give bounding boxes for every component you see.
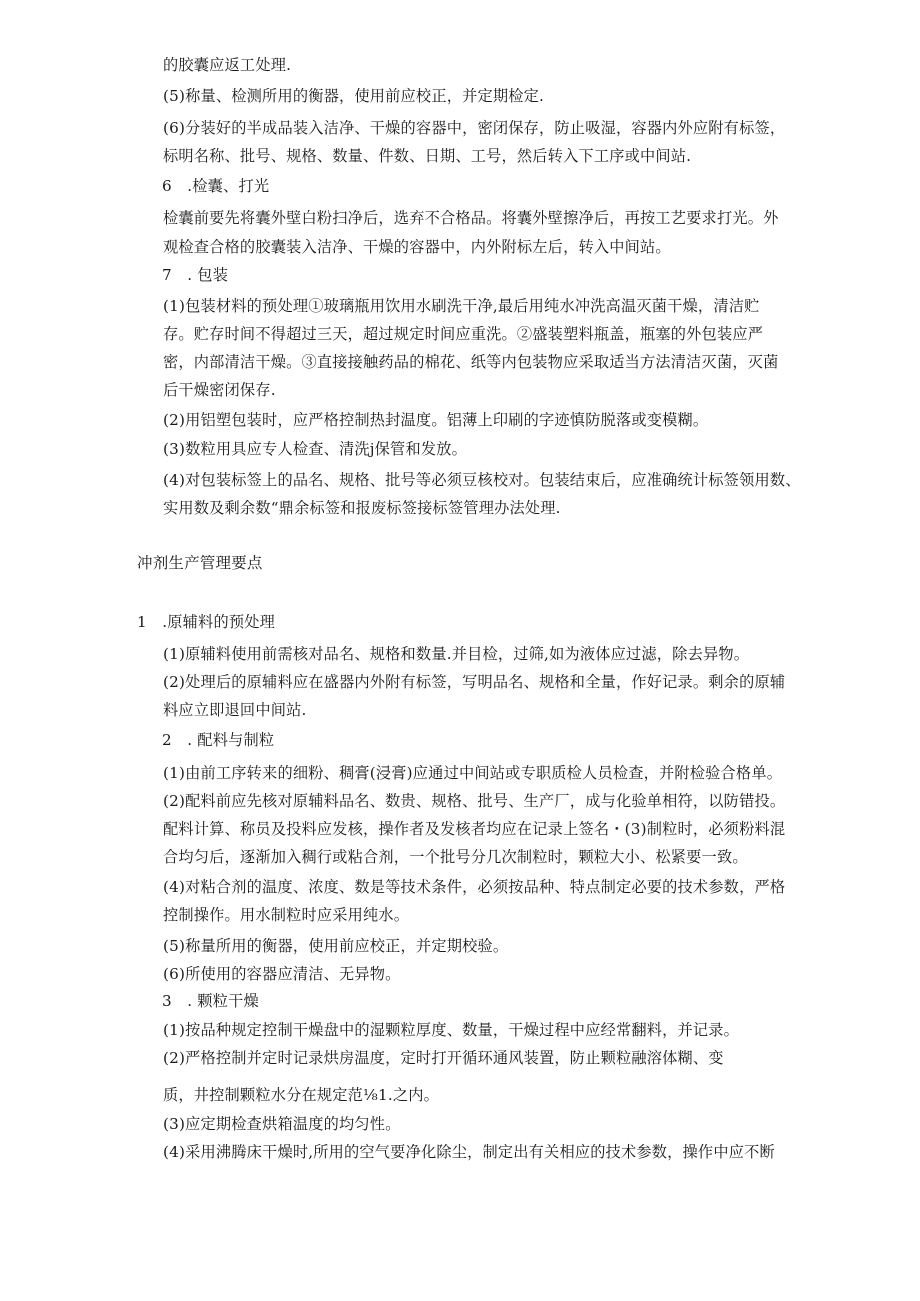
text-line: (6)分装好的半成品装入洁净、干燥的容器中，密闭保存，防止吸湿，容器内外应附有标签， xyxy=(163,119,786,137)
text-line: (1)按品种规定控制干燥盘中的湿颗粒厚度、数量，干燥过程中应经常翻料，并记录。 xyxy=(163,1021,740,1039)
text-line: (4)对粘合剂的温度、浓度、数是等技术条件，必须按品种、特点制定必要的技术参数，严格 xyxy=(163,878,786,896)
text-line: (1)包装材料的预处理①玻璃瓶用饮用水刷洗干净,最后用纯水冲洗高温灭菌干燥，清洁贮 xyxy=(163,297,760,315)
text-line: 合均匀后，逐渐加入稠行或粘合剂，一个批号分几次制粒时，颗粒大小、松紧要一致。 xyxy=(163,848,748,866)
text-line: 料应立即退回中间站. xyxy=(163,701,307,719)
text-line: (4)采用沸腾床干燥时,所用的空气要净化除尘，制定出有关相应的技术参数，操作中应不断 xyxy=(163,1143,775,1161)
text-line: (3)应定期检查烘箱温度的均匀性。 xyxy=(163,1115,401,1133)
text-line: 实用数及剩余数“鼎余标签和报废标签接标签管理办法处理. xyxy=(163,499,561,517)
text-line: (1)原辅料使用前需核对品名、规格和数量.并目检，过筛,如为液体应过滤，除去异物。 xyxy=(163,645,750,663)
text-line: (3)数粒用具应专人检查、清洗j保管和发放。 xyxy=(163,440,467,458)
text-line: 后干燥密闭保存. xyxy=(163,381,276,399)
text-line: 质，井控制颗粒水分在规定范⅛1.之内。 xyxy=(163,1086,440,1104)
text-line: (2)处理后的原辅料应在盛器内外附有标签，写明品名、规格和全量，作好记录。剩余的原辅 xyxy=(163,673,786,691)
text-line: 观检查合格的胶囊装入洁净、干燥的容器中，内外附标左后，转入中间站。 xyxy=(163,238,671,256)
text-line: (2)用铝塑包装时，应严格控制热封温度。铝薄上印刷的字迹慎防脱落或变模糊。 xyxy=(163,411,709,429)
text-line: (2)严格控制并定时记录烘房温度，定时打开循环通风装置，防止颗粒融溶体糊、变 xyxy=(163,1049,724,1067)
text-line: (1)由前工序转来的细粉、稠膏(浸膏)应通过中间站或专职质检人员检查，并附检验合格单。 xyxy=(163,764,783,782)
section-heading: 6 .检囊、打光 xyxy=(162,177,270,195)
text-line: 密，内部清洁干燥。③直接接触药品的棉花、纸等内包装物应采取适当方法清洁灭菌，灭菌 xyxy=(163,353,779,371)
section-heading: 2 . 配料与制粒 xyxy=(162,731,275,749)
text-line: (5)称量所用的衡器，使用前应校正，并定期校验。 xyxy=(163,937,509,955)
text-line: 控制操作。用水制粒时应采用纯水。 xyxy=(163,906,410,924)
text-line: (4)对包装标签上的品名、规格、批号等必须豆核校对。包装结束后，应准确统计标签领用数、 xyxy=(163,471,801,489)
section-heading: 7 . 包装 xyxy=(162,266,229,284)
section-heading: 3 . 颗粒干燥 xyxy=(162,992,259,1010)
text-line: 检囊前要先将囊外壁白粉扫净后，选弃不合格品。将囊外壁擦净后，再按工艺要求打光。外 xyxy=(163,209,779,227)
text-line: 标明名称、批号、规格、数量、件数、日期、工号，然后转入下工序或中间站. xyxy=(163,147,692,165)
section-heading: 1 .原辅料的预处理 xyxy=(137,613,275,631)
section-title: 冲剂生产管理要点 xyxy=(137,554,263,572)
text-line: (6)所使用的容器应清洁、无异物。 xyxy=(163,965,401,983)
text-line: (5)称量、检测所用的衡器，使用前应校正，并定期检定. xyxy=(163,87,545,105)
text-line: (2)配料前应先核对原辅料品名、数贵、规格、批号、生产厂，成与化验单相符，以防错投。 xyxy=(163,792,786,810)
text-line: 的胶囊应返工处理. xyxy=(163,56,292,74)
text-line: 存。贮存时间不得超过三天，超过规定时间应重洗。②盛装塑料瓶盖，瓶塞的外包装应严 xyxy=(163,325,764,343)
text-line: 配料计算、称员及投料应发核，操作者及发核者均应在记录上签名・(3)制粒时，必须粉料混 xyxy=(163,820,786,838)
